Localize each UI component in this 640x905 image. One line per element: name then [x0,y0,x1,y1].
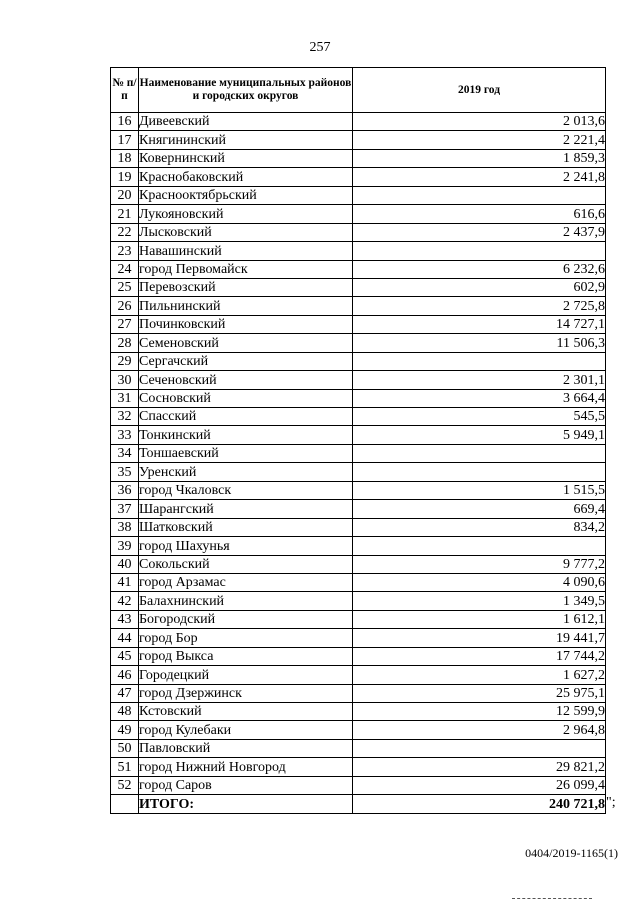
table-row [111,518,606,536]
row-value [353,242,606,260]
header-number: № п/п [111,68,139,113]
row-value [353,186,606,204]
row-value: 2 301,1 [353,371,606,389]
row-number: 36 [111,481,139,499]
row-number: 52 [111,776,139,794]
row-number: 33 [111,426,139,444]
district-name: Перевозский [139,278,353,296]
district-name: Ковернинский [139,149,353,167]
district-name: город Саров [139,776,353,794]
row-value [353,537,606,555]
row-number: 29 [111,352,139,370]
district-name: Княгининский [139,131,353,149]
total-num-cell [111,795,139,813]
table-row [111,297,606,315]
total-label: ИТОГО: [139,795,353,813]
table-row [111,721,606,739]
district-name: город Выкса [139,647,353,665]
district-name: Семеновский [139,334,353,352]
row-number: 43 [111,610,139,628]
row-number: 27 [111,315,139,333]
table-header-row [111,68,606,113]
row-value: 5 949,1 [353,426,606,444]
row-value: 9 777,2 [353,555,606,573]
table-row [111,260,606,278]
district-name: Спасский [139,408,353,426]
table-row [111,278,606,296]
row-number: 44 [111,629,139,647]
table-row [111,168,606,186]
district-name: Сеченовский [139,371,353,389]
row-number: 51 [111,758,139,776]
table-row [111,408,606,426]
row-value: 2 013,6 [353,113,606,131]
row-value: 4 090,6 [353,573,606,591]
district-name: город Кулебаки [139,721,353,739]
table-row [111,647,606,665]
row-value: 29 821,2 [353,758,606,776]
row-value: 669,4 [353,500,606,518]
row-value: 2 221,4 [353,131,606,149]
district-name: Балахнинский [139,592,353,610]
table-row [111,113,606,131]
row-number: 50 [111,739,139,757]
row-value: 2 964,8 [353,721,606,739]
district-name: Краснобаковский [139,168,353,186]
row-number: 37 [111,500,139,518]
row-number: 19 [111,168,139,186]
district-name: Шатковский [139,518,353,536]
row-number: 25 [111,278,139,296]
district-name: Шарангский [139,500,353,518]
row-value: 6 232,6 [353,260,606,278]
district-name: Сосновский [139,389,353,407]
row-value: 616,6 [353,205,606,223]
header-name: Наименование муниципальных районов и городских округов [139,68,353,113]
district-name: Сергачский [139,352,353,370]
row-value: 2 725,8 [353,297,606,315]
district-name: город Шахунья [139,537,353,555]
table-row [111,242,606,260]
row-value: 545,5 [353,408,606,426]
district-name: Навашинский [139,242,353,260]
district-name: Дивеевский [139,113,353,131]
row-value: 19 441,7 [353,629,606,647]
row-number: 26 [111,297,139,315]
district-name: Тонкинский [139,426,353,444]
row-value: 1 612,1 [353,610,606,628]
row-number: 28 [111,334,139,352]
district-name: город Чкаловск [139,481,353,499]
table-row [111,149,606,167]
table-row [111,500,606,518]
row-number: 41 [111,573,139,591]
row-number: 47 [111,684,139,702]
table-row [111,481,606,499]
footer-line [512,898,592,899]
table-row [111,776,606,794]
row-number: 35 [111,463,139,481]
district-name: Городецкий [139,666,353,684]
row-number: 42 [111,592,139,610]
row-value: 2 241,8 [353,168,606,186]
row-number: 16 [111,113,139,131]
row-number: 24 [111,260,139,278]
row-value: 25 975,1 [353,684,606,702]
row-value [353,444,606,462]
table-row [111,610,606,628]
header-year: 2019 год [353,68,606,113]
district-name: Починковский [139,315,353,333]
row-number: 18 [111,149,139,167]
row-number: 22 [111,223,139,241]
table-row [111,684,606,702]
row-value: 12 599,9 [353,703,606,721]
row-value: 11 506,3 [353,334,606,352]
row-number: 39 [111,537,139,555]
table-row [111,186,606,204]
district-name: Лысковский [139,223,353,241]
row-value: 2 437,9 [353,223,606,241]
table-row [111,463,606,481]
table-row [111,758,606,776]
row-number: 21 [111,205,139,223]
row-value: 14 727,1 [353,315,606,333]
table-row [111,223,606,241]
page-number: 257 [309,40,331,55]
district-name: Уренский [139,463,353,481]
row-value [353,352,606,370]
row-number: 38 [111,518,139,536]
table-row [111,371,606,389]
table-row [111,352,606,370]
row-number: 30 [111,371,139,389]
row-number: 31 [111,389,139,407]
district-name: Павловский [139,739,353,757]
row-value: 1 349,5 [353,592,606,610]
budget-table [110,67,606,814]
table-row [111,703,606,721]
row-value: 834,2 [353,518,606,536]
table-row [111,573,606,591]
row-number: 23 [111,242,139,260]
row-value: 602,9 [353,278,606,296]
row-value: 3 664,4 [353,389,606,407]
row-number: 32 [111,408,139,426]
district-name: город Нижний Новгород [139,758,353,776]
table-body [111,113,606,795]
table-row [111,444,606,462]
district-name: Пильнинский [139,297,353,315]
document-code: 0404/2019-1165(1) [525,846,618,860]
district-name: Лукояновский [139,205,353,223]
table-row [111,389,606,407]
row-number: 45 [111,647,139,665]
district-name: Краснооктябрьский [139,186,353,204]
table-row [111,131,606,149]
district-name: Сокольский [139,555,353,573]
district-name: Кстовский [139,703,353,721]
row-value [353,463,606,481]
row-number: 40 [111,555,139,573]
table-row [111,315,606,333]
closing-quote-mark: "; [606,795,616,810]
table-row [111,555,606,573]
district-name: город Бор [139,629,353,647]
district-name: город Арзамас [139,573,353,591]
district-name: город Первомайск [139,260,353,278]
row-value: 1 859,3 [353,149,606,167]
table-row [111,629,606,647]
district-name: город Дзержинск [139,684,353,702]
table-row [111,666,606,684]
row-number: 20 [111,186,139,204]
table-row [111,592,606,610]
table-row [111,334,606,352]
total-row [111,795,606,813]
table-row [111,537,606,555]
row-value: 1 515,5 [353,481,606,499]
row-value [353,739,606,757]
row-number: 34 [111,444,139,462]
table-row [111,426,606,444]
row-value: 1 627,2 [353,666,606,684]
row-value: 17 744,2 [353,647,606,665]
row-number: 49 [111,721,139,739]
row-value: 26 099,4 [353,776,606,794]
row-number: 46 [111,666,139,684]
table-row [111,739,606,757]
district-name: Богородский [139,610,353,628]
row-number: 17 [111,131,139,149]
total-value: 240 721,8 [353,795,606,813]
table-row [111,205,606,223]
row-number: 48 [111,703,139,721]
district-name: Тоншаевский [139,444,353,462]
